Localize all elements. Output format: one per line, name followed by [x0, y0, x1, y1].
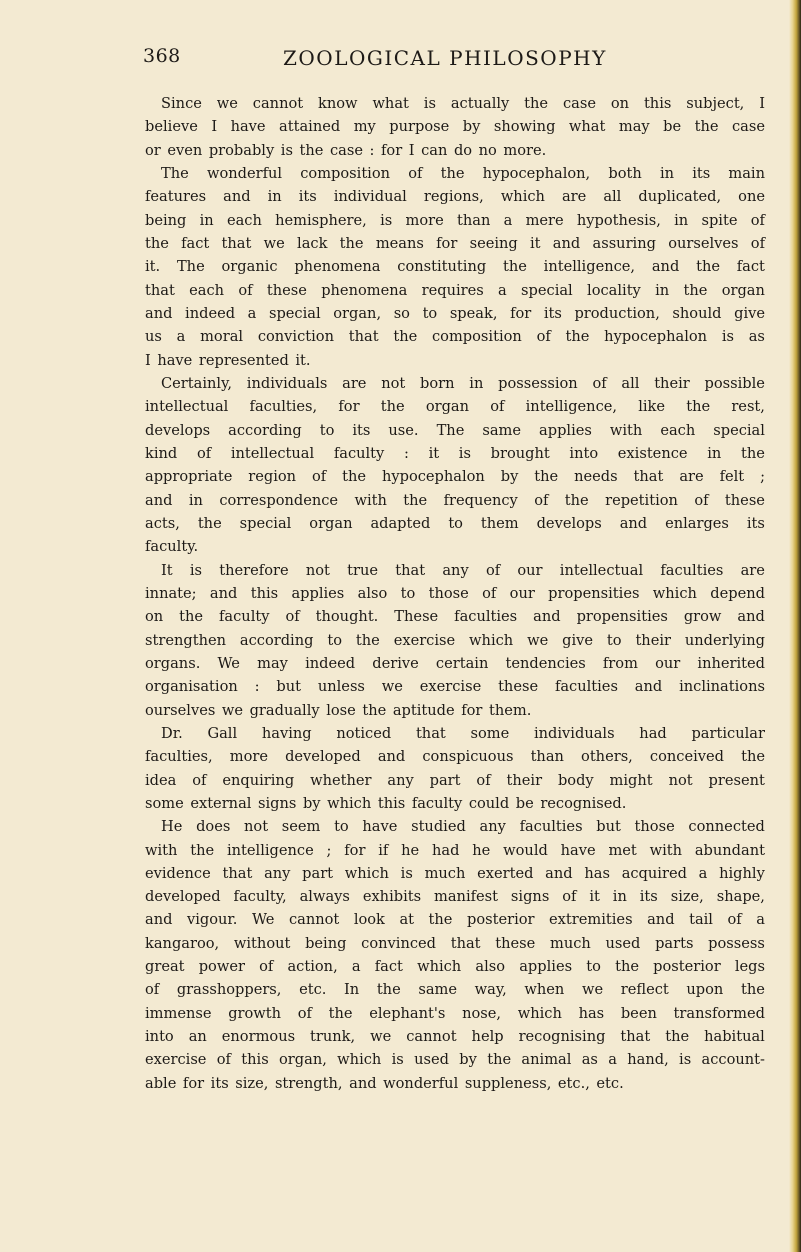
text-line: on the faculty of thought. These faculties and propensities grow and	[145, 608, 765, 626]
text-line: some external signs by which this faculty could be recognised.	[145, 794, 627, 812]
body-text	[145, 92, 765, 1095]
text-line: features and in its individual regions, which are all duplicated, one	[145, 188, 765, 206]
text-line: organs. We may indeed derive certain tendencies from our inherited	[145, 654, 765, 672]
text-line: into an enormous trunk, we cannot help recognising that the habitual	[145, 1028, 765, 1046]
text-line: organisation : but unless we exercise these faculties and inclinations	[145, 678, 765, 696]
text-line: being in each hemisphere, is more than a mere hypothesis, in spite of	[145, 211, 765, 229]
text-line: it. The organic phenomena constituting the intelligence, and the fact	[145, 258, 765, 276]
text-line: acts, the special organ adapted to them develops and enlarges its	[145, 514, 765, 532]
text-line: that each of these phenomena requires a special locality in the organ	[145, 281, 765, 299]
text-line: with the intelligence ; for if he had he would have met with abundant	[145, 841, 765, 859]
text-line: evidence that any part which is much exerted and has acquired a highly	[145, 864, 765, 882]
text-line: exercise of this organ, which is used by the animal as a hand, is account-	[145, 1051, 765, 1069]
text-line: It is therefore not true that any of our intellectual faculties are	[161, 561, 765, 579]
text-line: innate; and this applies also to those of our propensities which depend	[145, 584, 765, 602]
text-line: and indeed a special organ, so to speak, for its production, should give	[145, 304, 765, 322]
text-line: strengthen according to the exercise which we give to their underlying	[145, 631, 765, 649]
text-line: I have represented it.	[145, 351, 311, 369]
text-line: believe I have attained my purpose by showing what may be the case	[145, 118, 765, 136]
page-edge	[789, 0, 801, 1252]
text-line: faculty.	[145, 538, 199, 556]
text-line: the fact that we lack the means for seeing it and assuring ourselves of	[145, 234, 765, 252]
text-line: intellectual faculties, for the organ of intelligence, like the rest,	[145, 398, 765, 416]
text-line: appropriate region of the hypocephalon by the needs that are felt ;	[145, 468, 765, 486]
text-line: great power of action, a fact which also applies to the posterior legs	[145, 958, 765, 976]
text-line: He does not seem to have studied any faculties but those connected	[161, 818, 765, 836]
text-line: kind of intellectual faculty : it is brought into existence in the	[145, 444, 765, 462]
text-line: develops according to its use. The same applies with each special	[145, 421, 765, 439]
text-line: Dr. Gall having noticed that some individuals had particular	[161, 724, 765, 742]
text-line: developed faculty, always exhibits manifest signs of it in its size, shape,	[145, 888, 765, 906]
text-line: immense growth of the elephant's nose, which has been transformed	[145, 1004, 765, 1022]
text-line: Certainly, individuals are not born in possession of all their possible	[161, 374, 765, 392]
text-line: able for its size, strength, and wonderful suppleness, etc., etc.	[145, 1074, 624, 1092]
text-line: and in correspondence with the frequency of the repetition of these	[145, 491, 765, 509]
text-line: Since we cannot know what is actually the case on this subject, I	[161, 95, 765, 112]
text-line: idea of enquiring whether any part of their body might not present	[145, 771, 765, 789]
text-line: The wonderful composition of the hypocephalon, both in its main	[161, 164, 765, 182]
page-number: 368	[143, 45, 181, 67]
text-line: of grasshoppers, etc. In the same way, when we reflect upon the	[145, 981, 765, 999]
text-line: us a moral conviction that the composition of the hypocephalon is as	[145, 328, 765, 346]
text-line: and vigour. We cannot look at the posterior extremities and tail of a	[145, 911, 765, 929]
text-line: or even probably is the case : for I can do no more.	[145, 141, 547, 159]
running-title: ZOOLOGICAL PHILOSOPHY	[283, 46, 607, 70]
text-line: faculties, more developed and conspicuous than others, conceived the	[145, 748, 765, 766]
text-line: kangaroo, without being convinced that these much used parts possess	[145, 934, 765, 952]
text-line: ourselves we gradually lose the aptitude for them.	[145, 701, 532, 719]
